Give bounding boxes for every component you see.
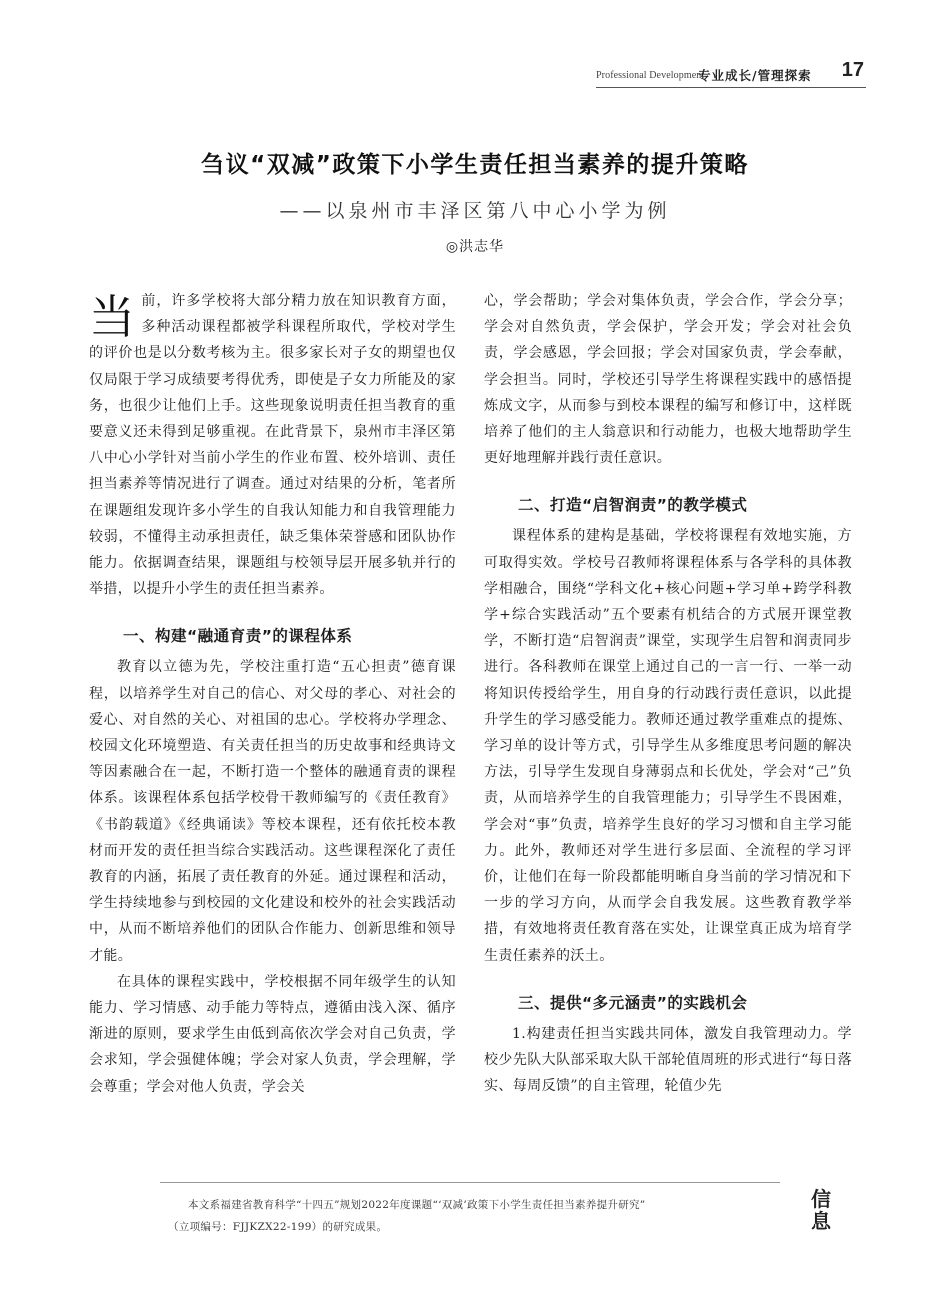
left-column [89,288,456,1100]
footnote-line-1: 本文系福建省教育科学“十四五”规划2022年度课题“‘双减’政策下小学生责任担当素养提升研究” [188,1199,646,1211]
drop-cap: 当 [89,290,136,344]
info-badge: 信息 [811,1187,831,1233]
section-3-heading: 三、提供“多元涵责”的实践机会 [518,993,748,1012]
section-2-paragraph-1: 课程体系的建构是基础，学校将课程有效地实施，方可取得实效。学校号召教师将课程体系与各学科的具体教学相融合，围绕“学科文化+核心问题+学习单+跨学科教学+综合实践活动”五个要素有机结合的方式展开课堂教学，不断打造“启智润责”课堂，实现学生启智和润责同步进行。各科教师在课堂上通过自己的一言一行、一举一动将知识传授给学生，用自身的行动践行责任意识，以此提升学生的学习感受能力。教师还通过教学重难点的提炼、学习单的设计等方式，引导学生从多维度思考问题的解决方法，引导学生发现自身薄弱点和长优处，学会对“己”负责，从而培养学生的自我管理能力；引导学生不畏困难，学会对“事”负责，培养学生良好的学习习惯和自主学习能力。此外，教师还对学生进行多层面、全流程的学习评价，让他们在每一阶段都能明晰自身当前的学习情况和下一步的学习方向，从而学会自我发展。这些教育教学举措，有效地将责任教育落在实处，让课堂真正成为培育学生责任素养的沃土。 [484,528,852,964]
article-subtitle: ——以泉州市丰泽区第八中心小学为例 [279,200,671,222]
section-1-heading: 一、构建“融通育责”的课程体系 [123,627,353,646]
intro-text: 前，许多学校将大部分精力放在知识教育方面，多种活动课程都被学科课程所取代，学校对学生的评价也是以分数考核为主。很多家长对子女的期望也仅仅局限于学习成绩要考得优秀，即使是子女力所能及的家务，也很少让他们上手。这些现象说明责任担当教育的重要意义还未得到足够重视。在此背景下，泉州市丰泽区第八中心小学针对当前小学生的作业布置、校外培训、责任担当素养等情况进行了调查。通过对结果的分析，笔者所在课题组发现许多小学生的自我认知能力和自我管理能力较弱，不懂得主动承担责任，缺乏集体荣誉感和团队协作能力。依据调查结果，课题组与校领导层开展多轨并行的举措，以提升小学生的责任担当素养。 [89,293,456,598]
footnote-rule [160,1182,780,1183]
section-1-paragraph-1: 教育以立德为先，学校注重打造“五心担责”德育课程，以培养学生对自己的信心、对父母的孝心、对社会的爱心、对自然的关心、对祖国的忠心。学校将办学理念、校园文化环境塑造、有关责任担当的历史故事和经典诗文等因素融合在一起，不断打造一个整体的融通育责的课程体系。该课程体系包括学校骨干教师编写的《责任教育》《书韵载道》《经典诵读》等校本课程，还有依托校本教材而开发的责任担当综合实践活动。这些课程深化了责任教育的内涵，拓展了责任教育的外延。通过课程和活动，学生持续地参与到校园的文化建设和校外的社会实践活动中，从而不断培养他们的团队合作能力、创新思维和领导才能。 [89,659,456,964]
article-title: 刍议“双减”政策下小学生责任担当素养的提升策略 [201,152,749,178]
intro-paragraph [89,288,456,602]
section-2-heading: 二、打造“启智润责”的教学模式 [518,496,748,515]
running-header [596,60,866,88]
right-column [484,288,852,1099]
section-1-paragraph-2: 在具体的课程实践中，学校根据不同年级学生的认知能力、学习情感、动手能力等特点，遵循由浅入深、循序渐进的原则，要求学生由低到高依次学会对自己负责，学会求知，学会强健体魄；学会对家人负责，学会理解，学会尊重；学会对他人负责，学会关 [89,973,456,1095]
section-label: 专业成长/管理探索 [698,68,812,83]
header-rule [596,87,866,88]
journal-name-en: Professional Development [596,70,705,81]
footnote-line-2: （立项编号：FJJKZX22-199）的研究成果。 [168,1221,388,1233]
footnote [168,1194,788,1238]
page-number: 17 [841,59,864,81]
section-1-paragraph-2-continued: 心，学会帮助；学会对集体负责，学会合作，学会分享；学会对自然负责，学会保护，学会开发；学会对社会负责，学会感恩，学会回报；学会对国家负责，学会奉献，学会担当。同时，学校还引导学生将课程实践中的感悟提炼成文字，从而参与到校本课程的编写和修订中，这样既培养了他们的主人翁意识和行动能力，也极大地帮助学生更好地理解并践行责任意识。 [484,293,852,467]
article-author: ◎洪志华 [445,239,505,255]
section-3-paragraph-1: 1.构建责任担当实践共同体，激发自我管理动力。学校少先队大队部采取大队干部轮值周班的形式进行“每日落实、每周反馈”的自主管理，轮值少先 [484,1025,852,1095]
